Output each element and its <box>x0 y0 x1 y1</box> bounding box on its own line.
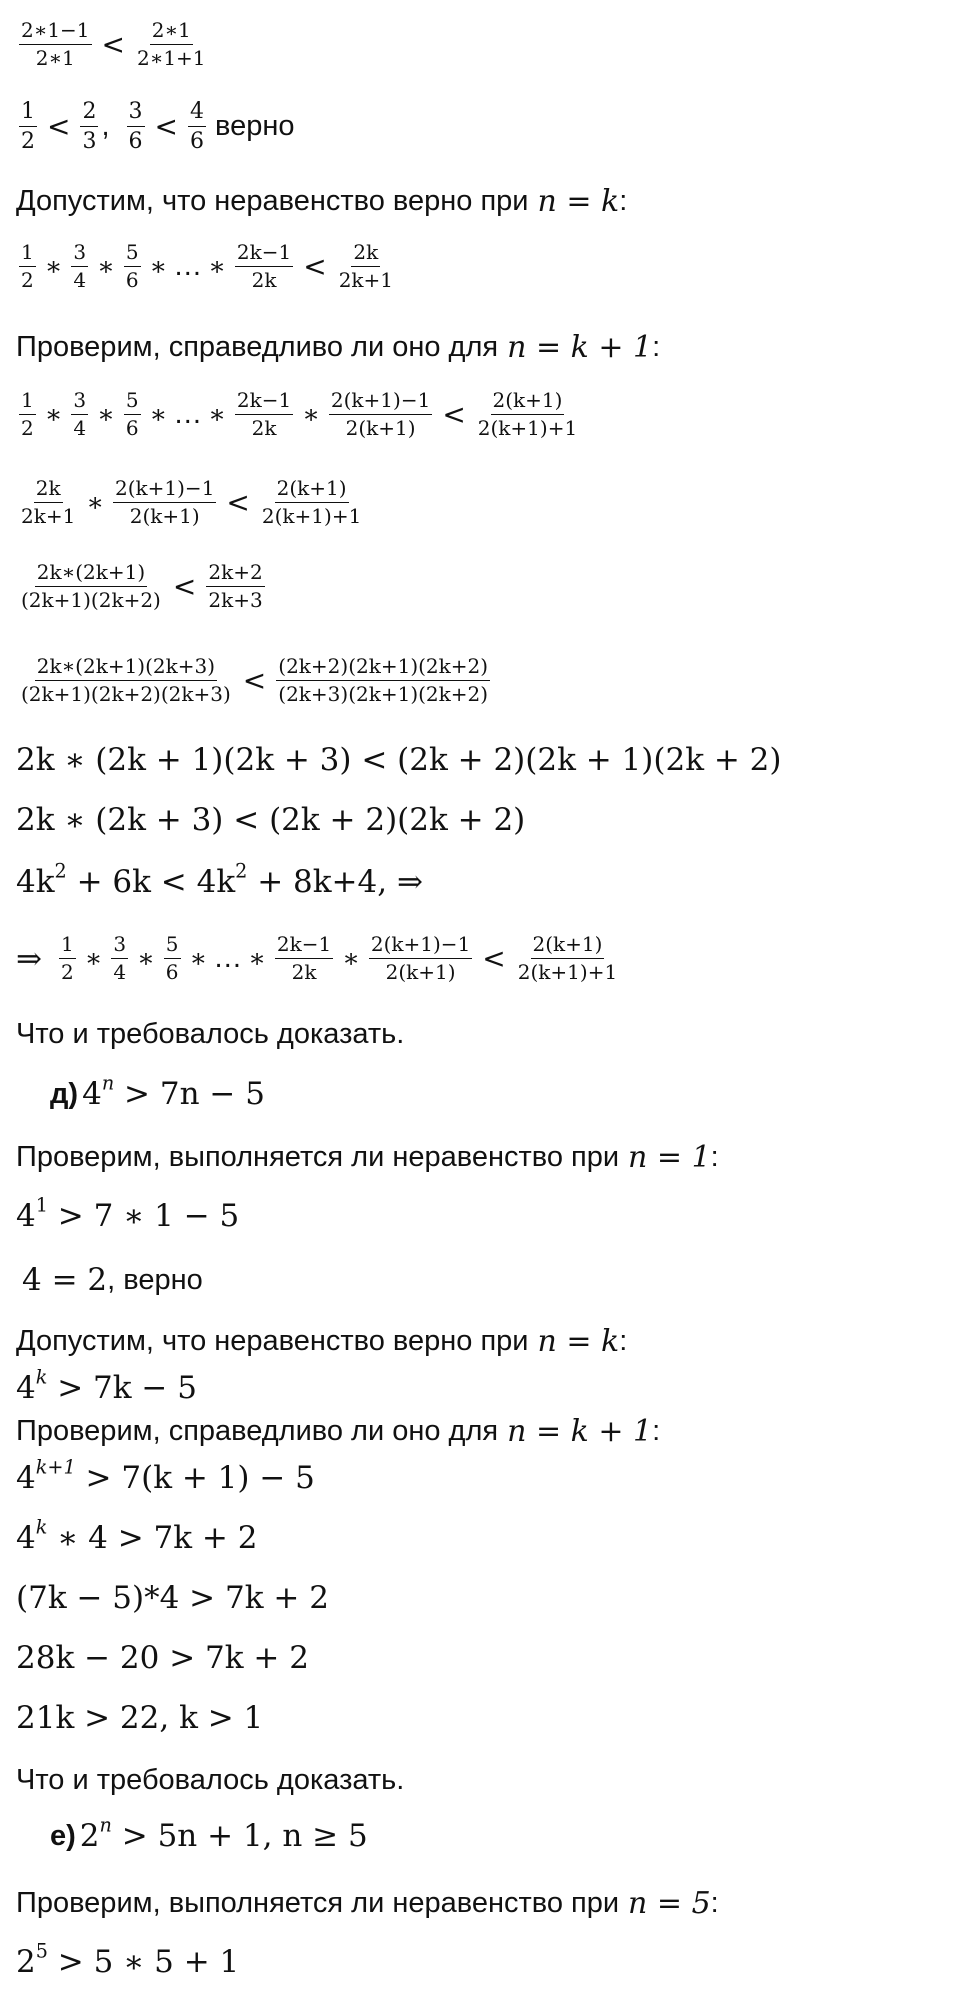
step-common-denominator: $\frac{2k∗(2k+1)(2k+3)}{(2k+1)(2k+2)(2k+3)}$ < $\frac{(2k+2)(2k+1)(2k+2)}{(2k+3)(2k+1)(2k+2)}$ <box>21 654 489 706</box>
step-math: (7k − 5)*4 > 7k + 2 <box>16 1580 329 1616</box>
conclusion-product: ⇒ $\frac{1}{2}$ ∗ $\frac{3}{4}$ ∗ $\frac{5}{6}$ ∗ … ∗ $\frac{2k-1}{2k}$ ∗ $\frac{2(k+1)-1}{2(k+1)}$ < $\frac{2(k+1)}{2(k+1)+1}$ <box>16 932 618 984</box>
base-case-check: $\frac{1}{2}$ < $\frac{2}{3}$ , $\frac{3}{6}$ < $\frac{4}{6}$ верно <box>21 99 295 155</box>
assumption-product: $\frac{1}{2}$ ∗ $\frac{3}{4}$ ∗ $\frac{5}{6}$ ∗ … ∗ $\frac{2k-1}{2k}$ < $\frac{2k}{2k+1}$ <box>21 240 394 292</box>
step-math: 4$^k$ ∗ 4 > 7k + 2 <box>16 1515 258 1556</box>
base-check-math: $4^1 > 7$ ∗ 1 − 5 <box>16 1193 240 1234</box>
induction-step-text: Проверим, справедливо ли оно для n = k + 1 : <box>16 1414 661 1449</box>
step-simplified: $\frac{2k∗(2k+1)}{(2k+1)(2k+2)}$ < $\frac{2k+2}{2k+3}$ <box>21 560 263 612</box>
base-check-text: Проверим, выполняется ли неравенство при n = 1 : <box>16 1140 719 1175</box>
section-d-heading: д) $4^n > 7n - 5$ <box>50 1071 265 1112</box>
step-cancelled: 2k ∗ (2k + 3) < (2k + 2)(2k + 2) <box>16 802 526 838</box>
step-math: 21k > 22, k > 1 <box>16 1700 264 1736</box>
base-check-text: Проверим, выполняется ли неравенство при n = 5 : <box>16 1886 719 1921</box>
base-case-inequality: $\frac{2∗1-1}{2∗1}$ < $\frac{2∗1}{2∗1+1}$ <box>21 18 206 70</box>
fraction: $\frac{2∗1}{2∗1+1}$ <box>137 18 206 70</box>
fraction: $\frac{2∗1-1}{2∗1}$ <box>21 18 90 70</box>
step-substituted: $\frac{2k}{2k+1}$ ∗ $\frac{2(k+1)-1}{2(k+1)}$ < $\frac{2(k+1)}{2(k+1)+1}$ <box>21 476 362 528</box>
qed-text: Что и требовалось доказать. <box>16 1018 405 1050</box>
assumption-text: Допустим, что неравенство верно при n = k : <box>16 184 628 219</box>
section-e-heading: е) $2^n > 5n + 1$, n ≥ 5 <box>50 1813 368 1854</box>
step-math: 28k − 20 > 7k + 2 <box>16 1640 309 1676</box>
step-expanded: $4k^2 + 6k < 4k^2 + 8k+4$, ⇒ <box>16 859 423 900</box>
assumption-math: $4^k > 7k - 5$ <box>16 1365 197 1406</box>
qed-text: Что и требовалось доказать. <box>16 1764 405 1796</box>
step-math: $4^{k+1} > 7(k + 1) - 5$ <box>16 1455 315 1496</box>
induction-step-text: Проверим, справедливо ли оно для n = k + 1 : <box>16 330 661 365</box>
base-check-result: 4 = 2 , верно <box>22 1262 203 1298</box>
assumption-text: Допустим, что неравенство верно при n = k : <box>16 1324 628 1359</box>
step-product: $\frac{1}{2}$ ∗ $\frac{3}{4}$ ∗ $\frac{5}{6}$ ∗ … ∗ $\frac{2k-1}{2k}$ ∗ $\frac{2(k+1)-1}{2(k+1)}$ < $\frac{2(k+1)}{2(k+1)+1}$ <box>21 388 578 440</box>
step-numerators: 2k ∗ (2k + 1)(2k + 3) < (2k + 2)(2k + 1)(2k + 2) <box>16 742 782 778</box>
base-check-math: $2^5 > 5$ ∗ 5 + 1 <box>16 1939 240 1980</box>
